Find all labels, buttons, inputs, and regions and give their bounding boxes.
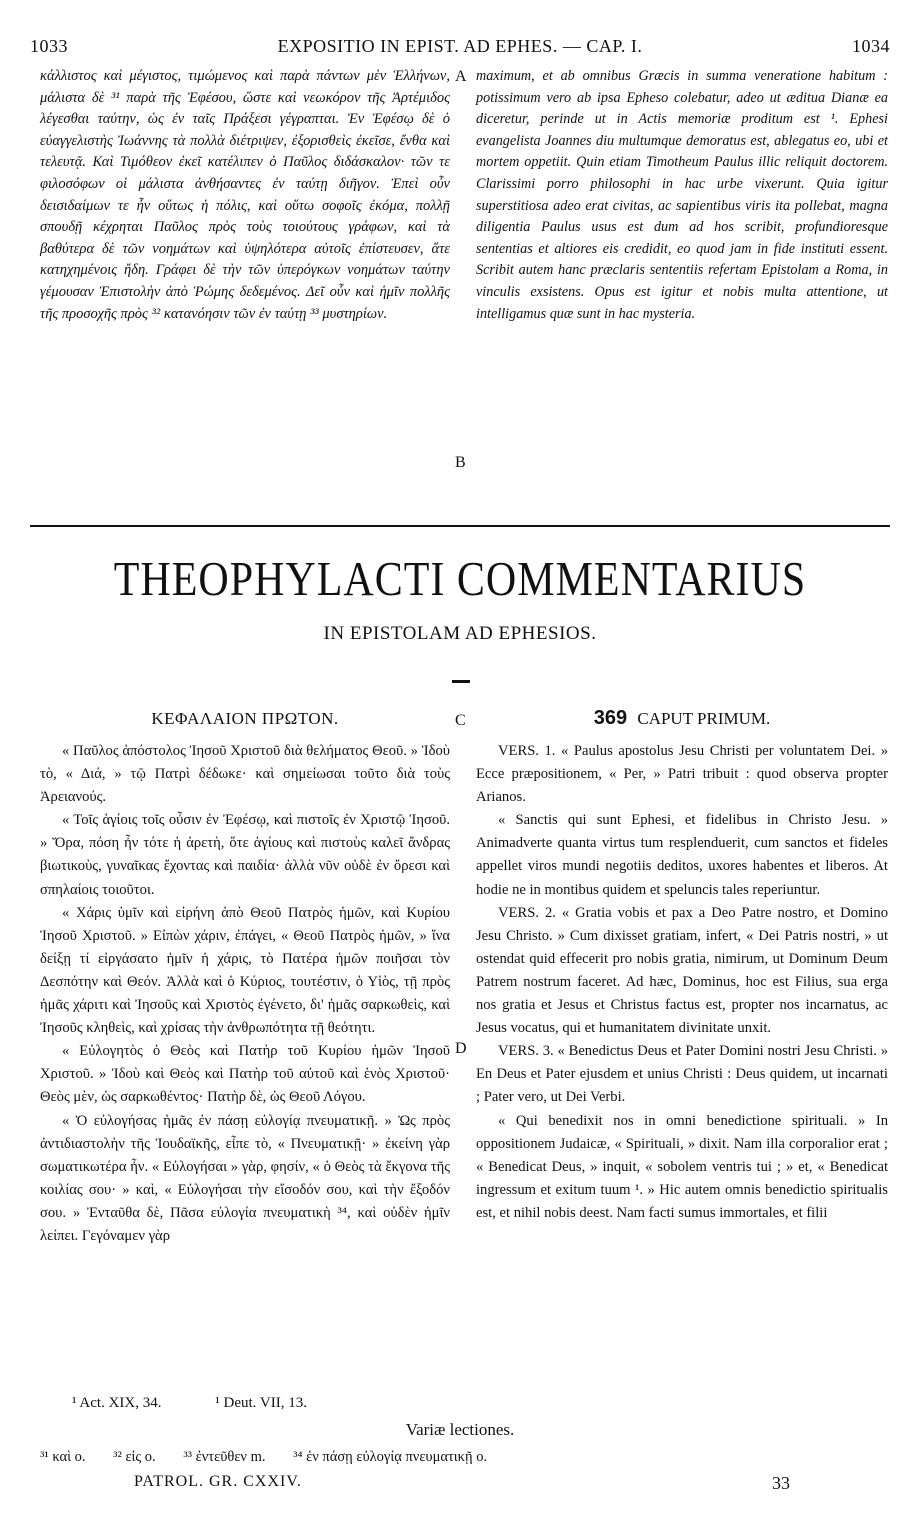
column-number-369: 369: [593, 707, 628, 729]
main-title: THEOPHYLACTI COMMENTARIUS: [113, 553, 807, 607]
margin-marker-c: C: [455, 712, 466, 729]
footnote: ¹ Act. XIX, 34.: [72, 1395, 162, 1411]
latin-paragraph: VERS. 3. « Benedictus Deus et Pater Domini nostri Jesu Christi. » En Deus et Pater ejusdem et unius Christi : Deus quidem, ut incarnati ; Pater vero, ut Dei Verbi.: [476, 1043, 888, 1106]
variant-reading: ³¹ καὶ ο.: [40, 1449, 86, 1465]
greek-paragraph: « Χάρις ὑμῖν καὶ εἰρήνη ἀπὸ Θεοῦ Πατρὸς ἡμῶν, καὶ Κυρίου Ἰησοῦ Χριστοῦ. » Εἰπὼν χάριν, ἐπάγει, « Θεοῦ Πατρὸς ἡμῶν, » ἵνα δείξῃ τί εἰργάσατο ἡμῖν ἡ χάρις, τὸ Πατέρα ἡμῶν ποιῆσαι τὸν Δεσπότην καὶ Θεόν. Ἀλλὰ καὶ ὁ Κύριος, τουτέστιν, ὁ Υἱὸς, τῇ πρὸς ἡμᾶς χάριτι καὶ Ἰησοῦς καὶ Χριστὸς ἐγένετο, δι' ἡμᾶς σαρκωθεὶς, καὶ Ἰησοῦς κληθεὶς, καὶ χρίσας τὴν ἀνθρωπότητα τῇ θεότητι.: [40, 904, 450, 1037]
variant-reading: ³⁴ ἐν πάσῃ εὐλογίᾳ πνευματικῇ ο.: [293, 1449, 488, 1465]
greek-paragraph: « Ὁ εὐλογήσας ἡμᾶς ἐν πάσῃ εὐλογίᾳ πνευματικῇ. » Ὡς πρὸς ἀντιδιαστολὴν τῆς Ἰουδαϊκῆς, εἶπε τὸ, « Πνευματικῇ· » ἐκείνη γὰρ σωματικωτέρα ἦν. « Εὐλογήσαι » γὰρ, φησίν, « ὁ Θεὸς τὰ ἔκγονα τῆς κοιλίας σου· » καὶ, « Εὐλογήσαι τὴν εἴσοδόν σου, καὶ τὴν ἔξοδόν σου. » Ἐνταῦθα δὲ, Πᾶσα εὐλογία πνευματικὴ ³⁴, καὶ οὐδὲν ἡμῖν λείπει. Γεγόναμεν γὰρ: [40, 1112, 450, 1244]
left-column-number: 1033: [30, 36, 68, 56]
latin-paragraph: VERS. 2. « Gratia vobis et pax a Deo Patre nostro, et Domino Jesu Christo. » Cum dixisset gratiam, infert, « Dei Patris nostri, » ut ostendat quid effecerit pro nobis gratia, nimirum, ut Dominum Deum Patrem nostrum faceret. Ad hæc, Dominus, hoc est Filius, sua erga nos gratia et Jesus et Christus factus est, propter nos incarnatus, ac Jesus vocatus, qui et humanitatem divinitate unxit.: [476, 904, 888, 1037]
sheet-number: 33: [772, 1473, 790, 1493]
right-column-number: 1034: [852, 36, 890, 56]
latin-paragraph: VERS. 1. « Paulus apostolus Jesu Christi per voluntatem Dei. » Ecce præpositionem, « Per, » Patri tribuit : quod observa propter Arianos.: [476, 743, 888, 806]
subtitle: IN EPISTOLAM AD EPHESIOS.: [323, 623, 597, 644]
latin-paragraph: « Qui benedixit nos in omni benedictione spirituali. » In oppositionem Judaicæ, « Spirituali, » dixit. Nam illa corporalior erat ; « Benedicat Deus, » inquit, « sobolem ventris tui ; » et, « Benedicat ingressum et exitum tuum ¹. » Hic autem omnis benedictio spiritualis est, et nihil nobis deest. Nam facti sumus immortales, et filii: [476, 1112, 888, 1221]
footnotes: [72, 1395, 357, 1412]
greek-text-top: [40, 66, 450, 325]
printer-signature: PATROL. GR. CXXIV.: [134, 1473, 302, 1490]
variae-lectiones: [40, 1449, 511, 1466]
margin-marker-a: A: [455, 68, 467, 85]
variant-reading: ³² εἰς ο.: [113, 1449, 156, 1465]
latin-heading-text: CAPUT PRIMUM.: [637, 709, 771, 728]
greek-chapter-heading: ΚΕΦΑΛΑΙΟΝ ΠΡΩΤΟΝ.: [151, 709, 339, 728]
margin-marker-d: D: [455, 1040, 467, 1057]
latin-paragraph: « Sanctis qui sunt Ephesi, et fidelibus in Christo Jesu. » Animadverte quanta virtus tum resplenduerit, cum sanctos et fideles appellet viros mundi negotiis deditos, uxores habentes et liberos. At hodie ne in montibus quidem et speluncis tales reperiuntur.: [476, 812, 888, 898]
variant-reading: ³³ ἐντεῦθεν m.: [183, 1449, 266, 1465]
footnote: ¹ Deut. VII, 13.: [215, 1395, 307, 1411]
greek-paragraph: « Τοῖς ἁγίοις τοῖς οὖσιν ἐν Ἐφέσῳ, καὶ πιστοῖς ἐν Χριστῷ Ἰησοῦ. » Ὅρα, πόση ἦν τότε ἡ ἀρετὴ, ὅτε ἁγίους καὶ πιστοὺς καλεῖ ἄνδρας βιωτικοὺς, γυναῖκας ἔχοντας καὶ παιδία· ἀλλὰ νῦν οὐδὲ ἐν ὄρεσι καὶ σπηλαίοις τοιοῦτοι.: [40, 812, 450, 898]
margin-marker-b: B: [455, 454, 466, 471]
greek-top-paragraph: κάλλιστος καὶ μέγιστος, τιμώμενος καὶ παρὰ πάντων μὲν Ἑλλήνων, μάλιστα δὲ ³¹ παρὰ τῆς Ἐφέσου, ὥστε καὶ νεωκόρον τῆς Ἀρτέμιδος λέγεσθαι ταύτην, ὡς ἐν ταῖς Πράξεσι γέγραπται. Ἐν Ἐφέσῳ δὲ ὁ εὐαγγελιστὴς Ἰωάννης τὰ πολλὰ διέτριψεν, ἐξορισθεὶς ἐκεῖσε, ἔνθα καὶ τελευτᾷ. Καὶ Τιμόθεον ἐκεῖ κατέλιπεν ὁ Παῦλος διδάσκαλον· τῶν τε φιλοσόφων οἱ μάλιστα ἀνθήσαντες ἐν ταύτῃ διῆγον. Ἐπεὶ οὖν δεισιδαίμων τε ἦν οὕτως ἡ πόλις, καὶ οὕτω σοφοῖς ἐκόμα, πολλῇ σπουδῇ κέχρηται Παῦλος πρὸς τοὺς τοιούτους γράφων, καὶ τὰ βαθύτερα δὲ τῶν νοημάτων καὶ ὑψηλότερα αὐτοῖς ἐπίστευσεν, ἅτε κατηχημένοις ἤδη. Γράφει δὲ τὴν τῶν ὑπερόγκων νοημάτων ταύτην γέμουσαν Ἐπιστολὴν ἀπὸ Ῥώμης δεδεμένος. Δεῖ οὖν καὶ ἡμῖν πολλῆς τῆς προσοχῆς πρὸς ³² κατανόησιν τῶν ἐν ταύτῃ ³³ μυστηρίων.: [40, 68, 450, 322]
running-title: EXPOSITIO IN EPIST. AD EPHES. — CAP. I.: [277, 36, 643, 56]
section-rule: [30, 525, 890, 527]
greek-paragraph: « Παῦλος ἀπόστολος Ἰησοῦ Χριστοῦ διὰ θελήματος Θεοῦ. » Ἰδοὺ τὸ, « Διά, » τῷ Πατρὶ δέδωκε· καὶ σημείωσαι τοῦτο διὰ τοὺς Ἀρειανούς.: [40, 743, 450, 806]
title-dash: [452, 680, 470, 683]
latin-chapter-heading: [476, 707, 888, 730]
greek-paragraph: « Εὐλογητὸς ὁ Θεὸς καὶ Πατὴρ τοῦ Κυρίου ἡμῶν Ἰησοῦ Χριστοῦ. » Ἰδοὺ καὶ Θεὸς καὶ Πατὴρ τοῦ αὐτοῦ καὶ ἑνὸς Χριστοῦ· Θεὸς μὲν, ὡς σαρκωθέντος· Πατὴρ δὲ, ὡς Θεοῦ Λόγου.: [40, 1043, 450, 1106]
running-head: [30, 36, 890, 62]
latin-text-top: [476, 66, 888, 325]
greek-commentary: [40, 740, 450, 1248]
latin-commentary: [476, 740, 888, 1225]
variae-lectiones-title: Variæ lectiones.: [405, 1420, 515, 1439]
latin-top-paragraph: maximum, et ab omnibus Græcis in summa veneratione habitum : potissimum vero ab ipsa Epheso colebatur, adeo ut æditua Dianæ ea diceretur, perinde ut in Actis memoriæ proditum est ¹. Ephesi evangelista Joannes diu multumque demoratus est, ablegatus eo, ubi et mortem oppetiit. Quin etiam Timotheum Paulus illic reliquit doctorem. Clarissimi porro philosophi in hac urbe vixerunt. Quia igitur superstitiosa adeo erat civitas, ac sapientibus viris ita pollebat, magna diligentia Paulus usus est dum ad hos scribit, profundioresque sententias et altiores eis credidit, eo quod jam in fide instituti essent. Scribit autem hanc præclaris sententiis refertam Epistolam a Roma, in vinculis exsistens. Opus est igitur et nobis multa attentione, ut intelligamus quæ sunt in hac mysteria.: [476, 68, 888, 322]
